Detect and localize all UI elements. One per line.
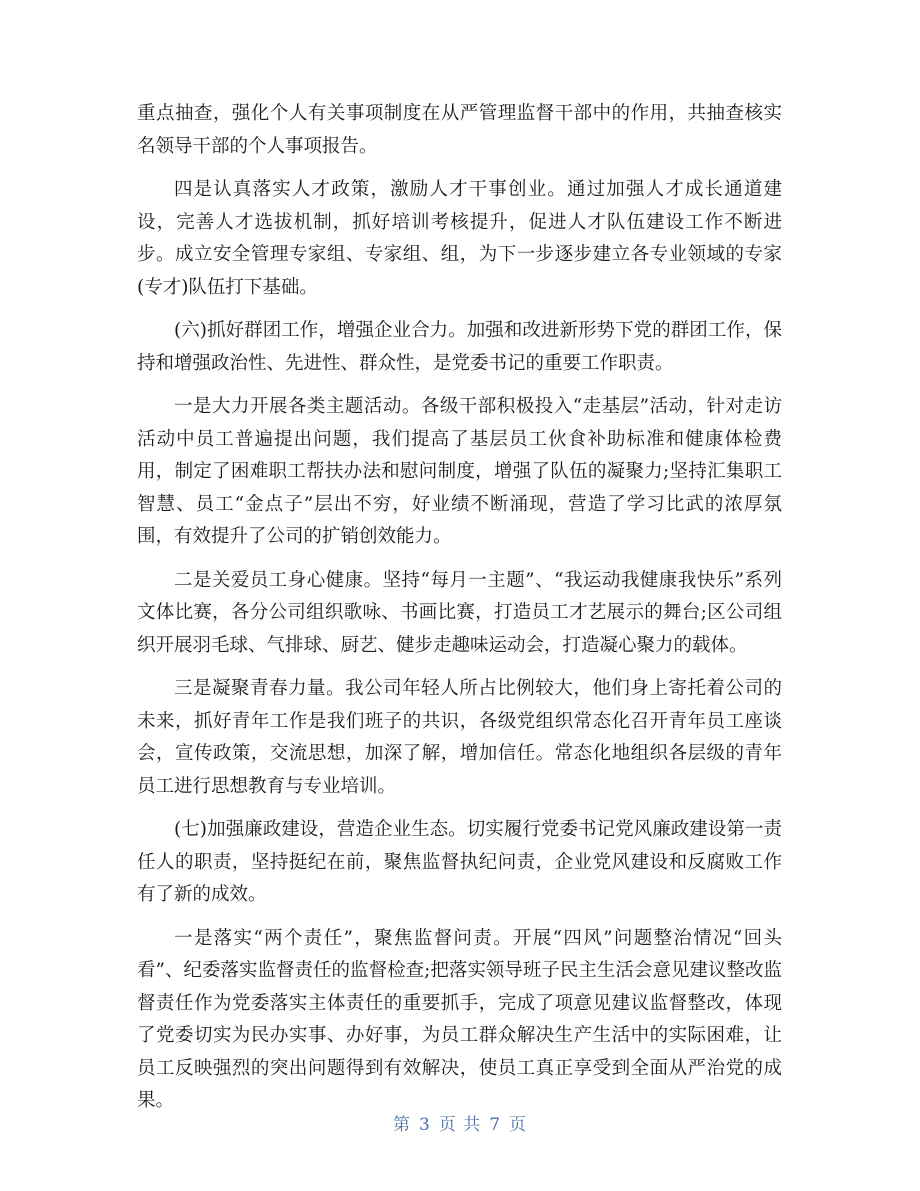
total-pages-number: 7 (489, 1115, 502, 1135)
paragraph-two-responsibilities: 一是落实“两个责任”，聚焦监督问责。开展“四风”问题整治情况“回头看”、纪委落实监督责任的监督检查;把落实领导班子民主生活会意见建议整改监督责任作为党委落实主体责任的重要抓手，完成了项意见建议监督整改，体现了党委切实为民办实事、办好事，为员工群众解决生产生活中的实际困难，让员工反映强烈的突出问题得到有效解决，使员工真正享受到全面从严治党的成果。 (137, 927, 782, 1111)
paragraph-theme-activities: 一是大力开展各类主题活动。各级干部积极投入“走基层”活动，针对走访活动中员工普遍提出问题，我们提高了基层员工伙食补助标准和健康体检费用，制定了困难职工帮扶办法和慰问制度，增强了队伍的凝聚力;坚持汇集职工智慧、员工“金点子”层出不穷，好业绩不断涌现，营造了学习比武的浓厚氛围，有效提升了公司的扩销创效能力。 (137, 396, 782, 547)
document-body (137, 98, 782, 1129)
page-label-prefix: 第 (392, 1115, 411, 1135)
paragraph-youth-power: 三是凝聚青春力量。我公司年轻人所占比例较大，他们身上寄托着公司的未来，抓好青年工作是我们班子的共识，各级党组织常态化召开青年员工座谈会，宣传政策，交流思想，加深了解，增加信任。常态化地组织各层级的青年员工进行思想教育与专业培训。 (137, 678, 782, 797)
page-number-footer (0, 1110, 920, 1135)
page-label-mid: 页 共 (438, 1115, 482, 1135)
paragraph-employee-health: 二是关爱员工身心健康。坚持“每月一主题”、“我运动我健康我快乐”系列文体比赛，各分公司组织歌咏、书画比赛，打造员工才艺展示的舞台;区公司组织开展羽毛球、气排球、厨艺、健步走趣味运动会，打造凝心聚力的载体。 (137, 569, 782, 656)
paragraph-section-seven-heading: (七)加强廉政建设，营造企业生态。切实履行党委书记党风廉政建设第一责任人的职责，坚持挺纪在前，聚焦监督执纪问责，企业党风建设和反腐败工作有了新的成效。 (137, 819, 782, 905)
page-label-suffix: 页 (509, 1115, 528, 1135)
paragraph-continuation: 重点抽查，强化个人有关事项制度在从严管理监督干部中的作用，共抽查核实名领导干部的个人事项报告。 (137, 103, 782, 157)
paragraph-section-six-heading: (六)抓好群团工作，增强企业合力。加强和改进新形势下党的群团工作，保持和增强政治性、先进性、群众性，是党委书记的重要工作职责。 (137, 320, 782, 374)
paragraph-talent-policy: 四是认真落实人才政策，激励人才干事创业。通过加强人才成长通道建设，完善人才选拔机制，抓好培训考核提升，促进人才队伍建设工作不断进步。成立安全管理专家组、专家组、组，为下一步逐步建立各专业领域的专家(专才)队伍打下基础。 (137, 179, 782, 298)
current-page-number: 3 (418, 1115, 431, 1135)
